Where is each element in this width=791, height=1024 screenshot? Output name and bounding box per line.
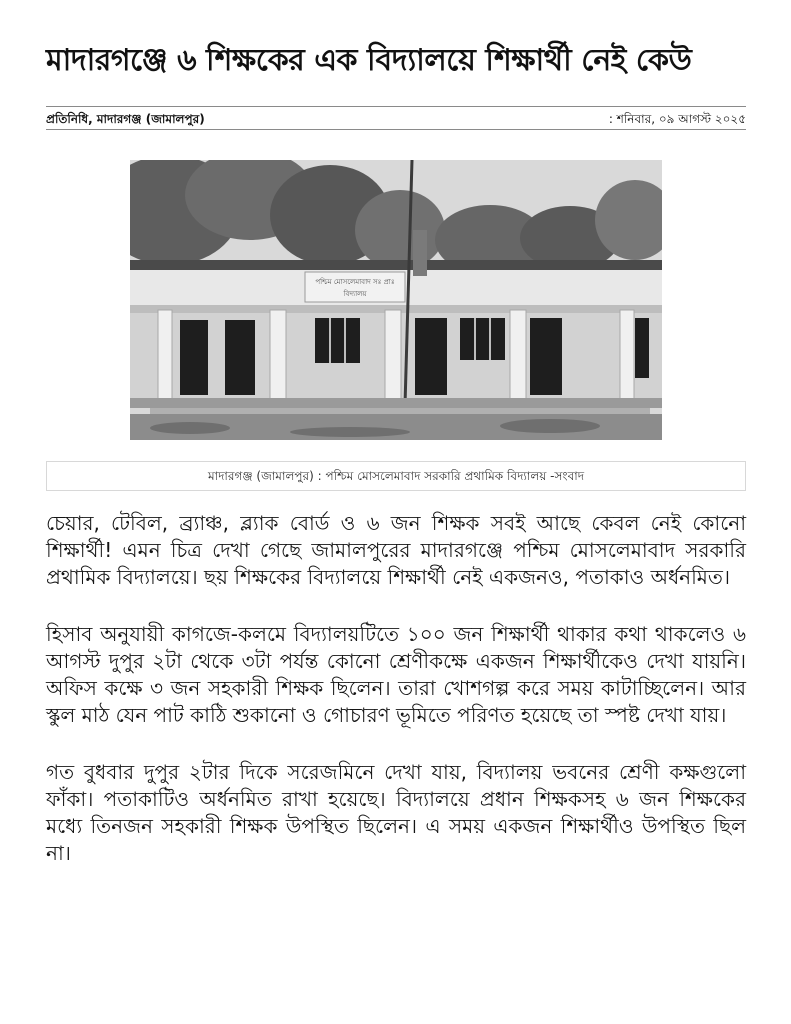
article-body [46, 510, 746, 897]
paragraph-2: হিসাব অনুযায়ী কাগজে-কলমে বিদ্যালয়টিতে ১০০ জন শিক্ষার্থী থাকার কথা থাকলেও ৬ আগস্ট দুপুর ২টা থেকে ৩টা পর্যন্ত কোনো শ্রেণীকক্ষে একজন শিক্ষার্থীকেও দেখা যায়নি। অফিস কক্ষে ৩ জন সহকারী শিক্ষক ছিলেন। তারা খোশগল্প করে সময় কাটাচ্ছিলেন। আর স্কুল মাঠ যেন পাট কাঠি শুকানো ও গোচারণ ভূমিতে পরিণত হয়েছে তা স্পষ্ট দেখা যায়। [46, 622, 746, 727]
publish-date: : শনিবার, ০৯ আগস্ট ২০২৫ [608, 112, 746, 126]
photo-caption: মাদারগঞ্জ (জামালপুর) : পশ্চিম মোসলেমাবাদ সরকারি প্রথামিক বিদ্যালয় -সংবাদ [46, 461, 746, 491]
article-photo [130, 160, 662, 440]
school-sign-text-2: বিদ্যালয় [343, 290, 367, 298]
headline: মাদারগঞ্জে ৬ শিক্ষকের এক বিদ্যালয়ে শিক্ষার্থী নেই কেউ [46, 43, 692, 78]
byline-author: প্রতিনিধি, মাদারগঞ্জ (জামালপুর) [46, 112, 205, 126]
school-sign-text: পশ্চিম মোসলেমাবাদ সঃ প্রাঃ [315, 278, 395, 286]
paragraph-3: গত বুধবার দুপুর ২টার দিকে সরেজমিনে দেখা যায়, বিদ্যালয় ভবনের শ্রেণী কক্ষগুলো ফাঁকা। পতাকাটিও অর্ধনমিত রাখা হয়েছে। বিদ্যালয়ে প্রধান শিক্ষকসহ ৬ জন শিক্ষকের মধ্যে তিনজন সহকারী শিক্ষক উপস্থিত ছিলেন। এ সময় একজন শিক্ষার্থীও উপস্থিত ছিল না। [46, 760, 746, 865]
byline-bar [46, 106, 746, 130]
paragraph-1: চেয়ার, টেবিল, ব্র্যাঞ্চ, ব্ল্যাক বোর্ড ও ৬ জন শিক্ষক সবই আছে কেবল নেই কোনো শিক্ষার্থী! এমন চিত্র দেখা গেছে জামালপুরের মাদারগঞ্জে পশ্চিম মোসলেমাবাদ সরকারি প্রথামিক বিদ্যালয়ে। ছয় শিক্ষকের বিদ্যালয়ে শিক্ষার্থী নেই একজনও, পতাকাও অর্ধনমিত। [46, 511, 746, 589]
